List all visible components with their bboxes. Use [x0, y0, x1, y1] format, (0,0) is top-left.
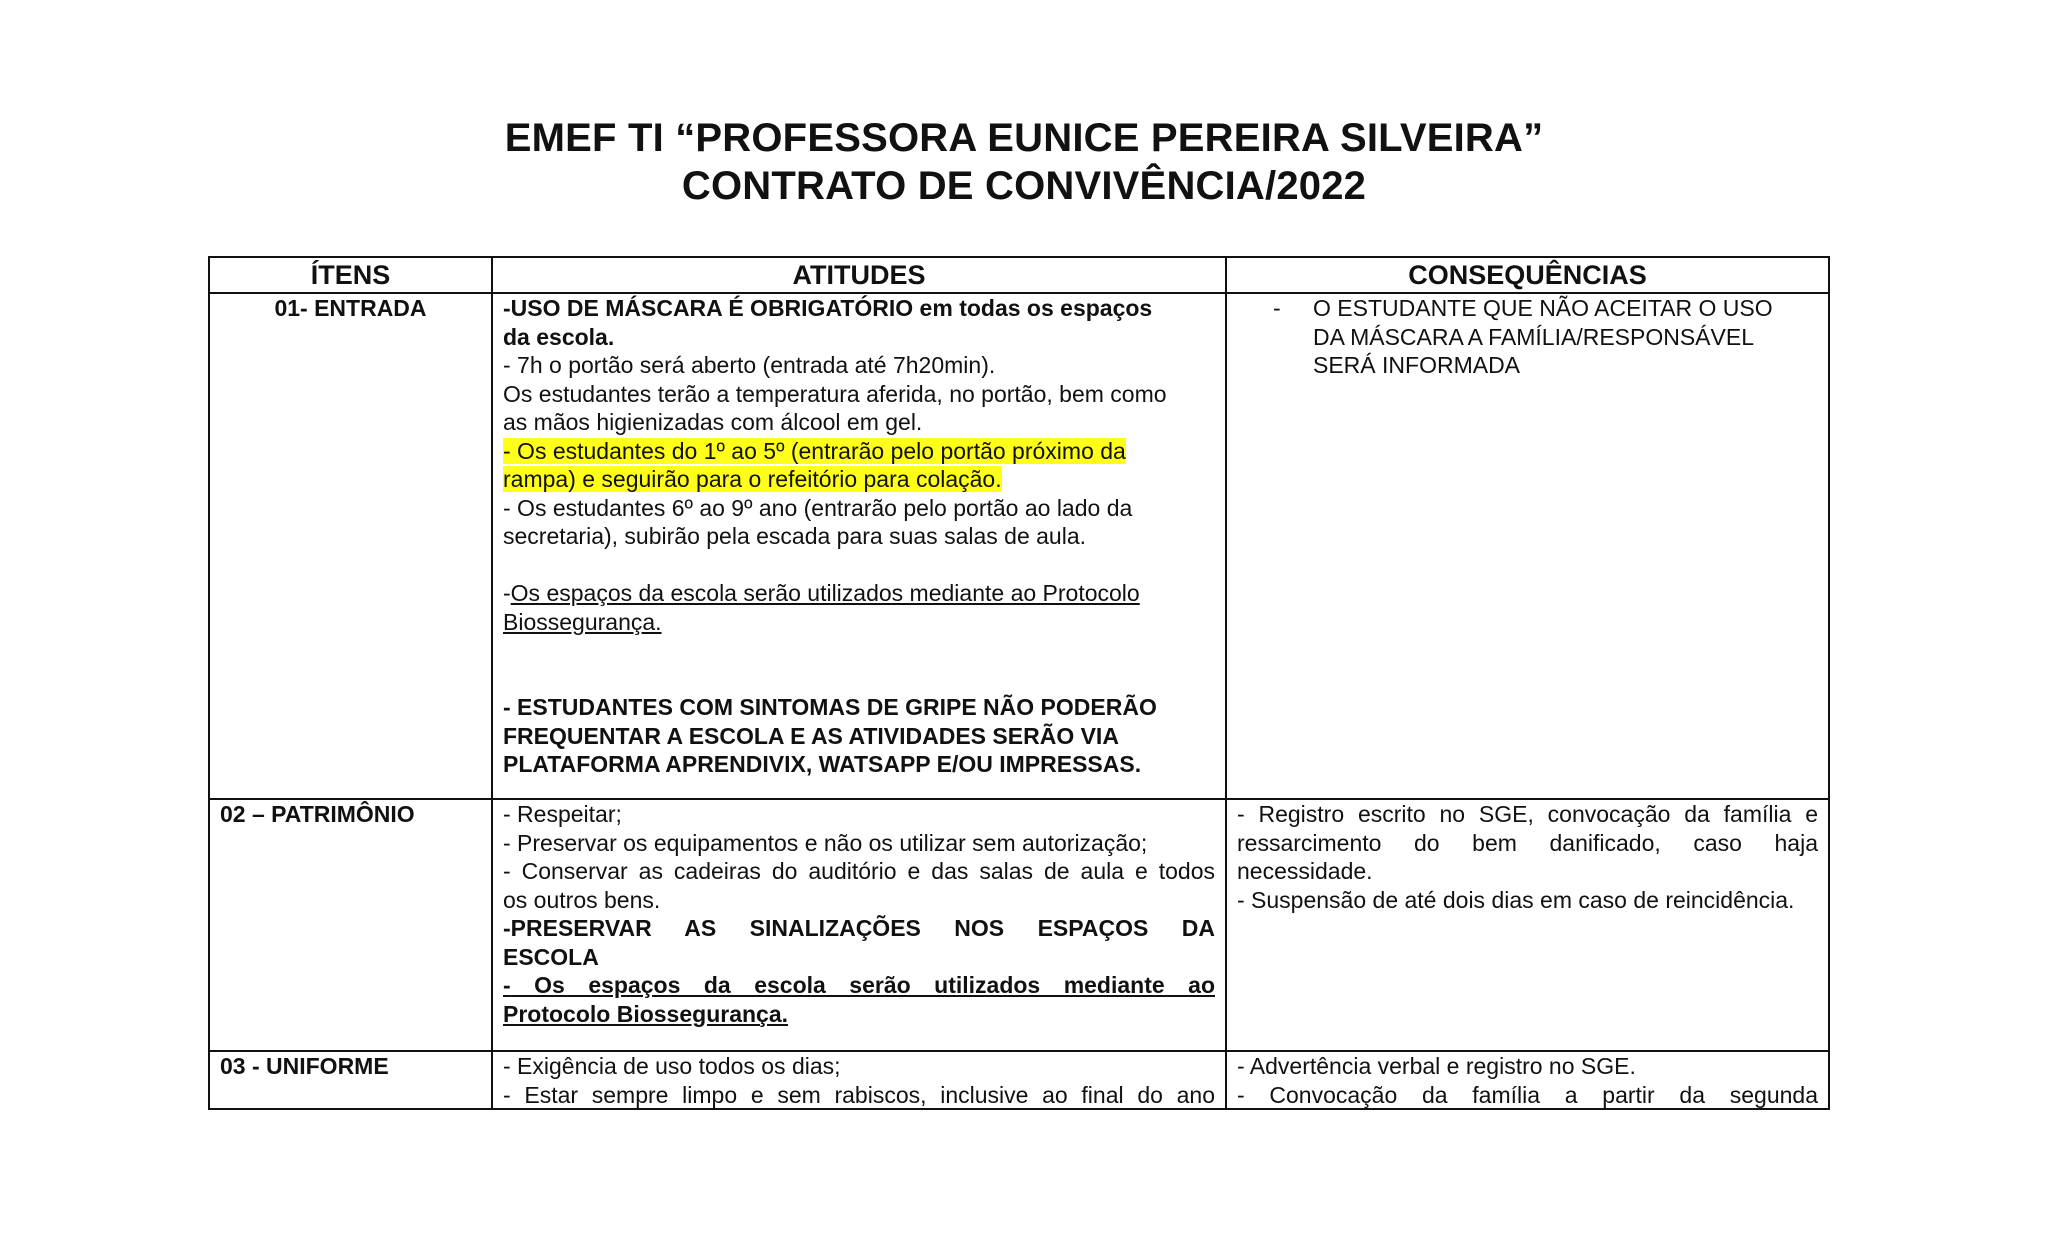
gate-time-line: - 7h o portão será aberto (entrada até 7h20min). [503, 352, 996, 378]
item-uniforme [209, 1051, 492, 1109]
attitude-line: - Respeitar; [503, 801, 622, 827]
highlighted-line: - Os estudantes do 1º ao 5º (entrarão pelo portão próximo da [503, 437, 1126, 464]
header-items: ÍTENS [209, 257, 492, 293]
consequence-line: - Convocação da família a partir da segunda [1237, 1081, 1818, 1108]
header-consequences: CONSEQUÊNCIAS [1226, 257, 1829, 293]
protocol-line: Biossegurança. [503, 608, 662, 635]
contract-table [208, 256, 1830, 1110]
consequence-line: necessidade. [1237, 858, 1373, 884]
attitude-line: os outros bens. [503, 886, 661, 913]
consequence-item [1237, 294, 1818, 380]
temperature-line: Os estudantes terão a temperatura aferida, no portão, bem como [503, 380, 1167, 407]
protocol-line: Os espaços da escola serão utilizados mediante ao Protocolo [510, 580, 1140, 606]
flu-symptoms-line: PLATAFORMA APRENDIVIX, WATSAPP E/OU IMPRESSAS. [503, 751, 1142, 777]
table-row [209, 293, 1829, 799]
signage-line: ESCOLA [503, 943, 599, 970]
contract-title: CONTRATO DE CONVIVÊNCIA/2022 [681, 164, 1367, 208]
consequence-line: DA MÁSCARA A FAMÍLIA/RESPONSÁVEL [1313, 323, 1754, 350]
consequence-line: - Suspensão de até dois dias em caso de reincidência. [1237, 886, 1795, 913]
header-attitudes: ATITUDES [492, 257, 1226, 293]
school-name-title: EMEF TI “PROFESSORA EUNICE PEREIRA SILVEIRA” [504, 116, 1544, 160]
mask-rule-line: da escola. [503, 323, 615, 350]
signage-line: -PRESERVAR AS SINALIZAÇÕES NOS ESPAÇOS DA [503, 915, 1215, 941]
consequences-patrimonio [1226, 799, 1829, 1051]
temperature-line: as mãos higienizadas com álcool em gel. [503, 409, 923, 435]
table-header-row [209, 257, 1829, 293]
flu-symptoms-line: FREQUENTAR A ESCOLA E AS ATIVIDADES SERÃO VIA [503, 722, 1119, 749]
item-uniforme-label: 03 - UNIFORME [220, 1053, 389, 1079]
grades-6-9-line: secretaria), subirão pela escada para suas salas de aula. [503, 523, 1087, 549]
attitude-line: - Estar sempre limpo e sem rabiscos, inclusive ao final do ano [503, 1081, 1215, 1108]
bullet-dash: - [1273, 295, 1281, 321]
flu-symptoms-line: - ESTUDANTES COM SINTOMAS DE GRIPE NÃO PODERÃO [503, 694, 1157, 720]
item-patrimonio: 02 – PATRIMÔNIO [209, 799, 492, 1051]
grades-6-9-line: - Os estudantes 6º ao 9º ano (entrarão pelo portão ao lado da [503, 494, 1133, 521]
consequence-line: SERÁ INFORMADA [1313, 352, 1521, 378]
table-row [209, 799, 1829, 1051]
attitude-line: - Exigência de uso todos os dias; [503, 1053, 841, 1079]
protocol-line: Os espaços da escola serão utilizados mediante ao [510, 972, 1215, 998]
consequences-uniforme [1226, 1051, 1829, 1109]
consequence-line: ressarcimento do bem danificado, caso haja [1237, 829, 1818, 856]
table-row [209, 1051, 1829, 1109]
consequence-line: - Advertência verbal e registro no SGE. [1237, 1053, 1636, 1079]
attitudes-entrada [492, 293, 1226, 799]
protocol-dash: - [503, 972, 511, 998]
attitude-line: - Conservar as cadeiras do auditório e das salas de aula e todos [503, 858, 1215, 884]
attitude-line: - Preservar os equipamentos e não os utilizar sem autorização; [503, 829, 1148, 856]
consequence-line: - Registro escrito no SGE, convocação da família e [1237, 801, 1818, 827]
item-entrada: 01- ENTRADA [209, 293, 492, 799]
attitudes-uniforme [492, 1051, 1226, 1109]
protocol-dash: - [503, 580, 511, 606]
protocol-line: Protocolo Biossegurança. [503, 1000, 789, 1027]
attitudes-patrimonio [492, 799, 1226, 1051]
consequence-line: O ESTUDANTE QUE NÃO ACEITAR O USO [1313, 295, 1773, 321]
consequences-entrada [1226, 293, 1829, 799]
mask-rule-line: -USO DE MÁSCARA É OBRIGATÓRIO em todas os espaços [503, 295, 1153, 321]
highlighted-line: rampa) e seguirão para o refeitório para colação. [503, 466, 1002, 492]
